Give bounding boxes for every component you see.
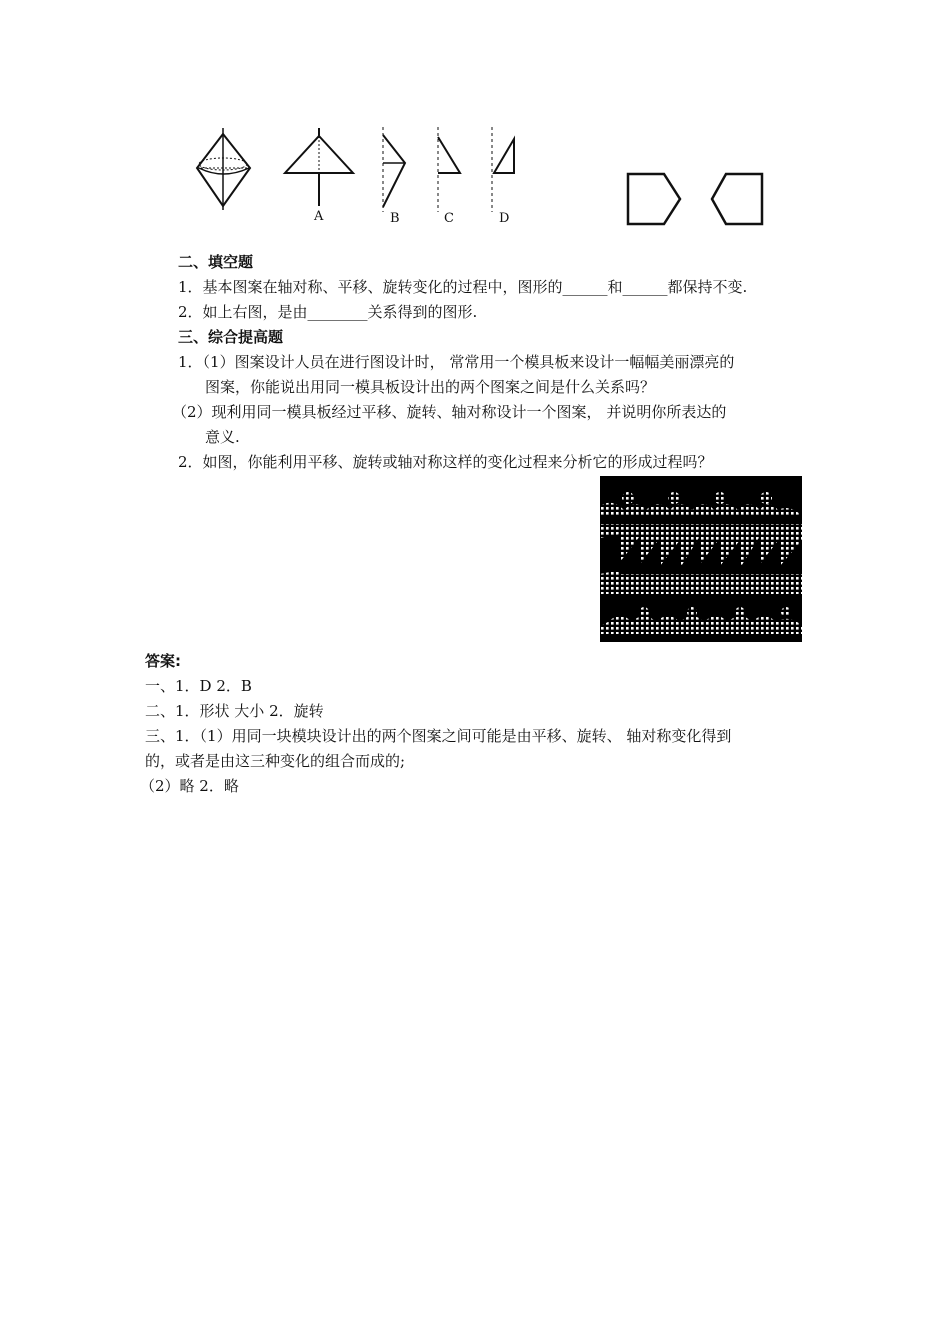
section3-question-1-2-line2: 意义. bbox=[205, 428, 240, 446]
section3-question-1-line1: 1．（1）图案设计人员在进行图设计时， 常常用一个模具板来设计一幅幅美丽漂亮的 bbox=[178, 353, 735, 371]
wave-pattern-figure bbox=[600, 476, 802, 642]
answers-line-4: 的，或者是由这三种变化的组合而成的; bbox=[145, 752, 406, 770]
figure-b bbox=[378, 127, 410, 212]
answers-line-2: 二、1．形状 大小 2．旋转 bbox=[145, 702, 324, 720]
figure-label-b: B bbox=[390, 211, 400, 226]
answers-heading: 答案: bbox=[145, 652, 181, 670]
figure-label-c: C bbox=[444, 211, 454, 226]
section3-heading: 三、综合提高题 bbox=[178, 328, 284, 346]
section3-question-2: 2．如图，你能利用平移、旋转或轴对称这样的变化过程来分析它的形成过程吗？ bbox=[178, 453, 713, 471]
answers-line-3: 三、1．（1）用同一块模块设计出的两个图案之间可能是由平移、旋转、 轴对称变化得到 bbox=[145, 727, 732, 745]
section3-question-1-2-line1: （2）现利用同一模具板经过平移、旋转、轴对称设计一个图案， 并说明你所表达的 bbox=[172, 403, 727, 421]
section3-question-1-line2: 图案，你能说出用同一模具板设计出的两个图案之间是什么关系吗？ bbox=[205, 378, 656, 396]
figure-label-d: D bbox=[499, 211, 510, 226]
mirrored-pentagons-figure bbox=[626, 172, 766, 227]
umbrella-figure-a bbox=[283, 128, 355, 208]
section2-question-1: 1．基本图案在轴对称、平移、旋转变化的过程中，图形的______和______都保持不变. bbox=[178, 278, 748, 296]
kite-figure bbox=[195, 128, 255, 213]
figure-c bbox=[434, 127, 464, 212]
figure-d bbox=[488, 127, 518, 212]
answers-line-5: （2）略 2．略 bbox=[140, 777, 239, 795]
answers-line-1: 一、1．D 2．B bbox=[145, 677, 252, 695]
section2-heading: 二、填空题 bbox=[178, 253, 254, 271]
section2-question-2: 2．如上右图，是由________关系得到的图形. bbox=[178, 303, 478, 321]
figure-label-a: A bbox=[314, 209, 324, 224]
